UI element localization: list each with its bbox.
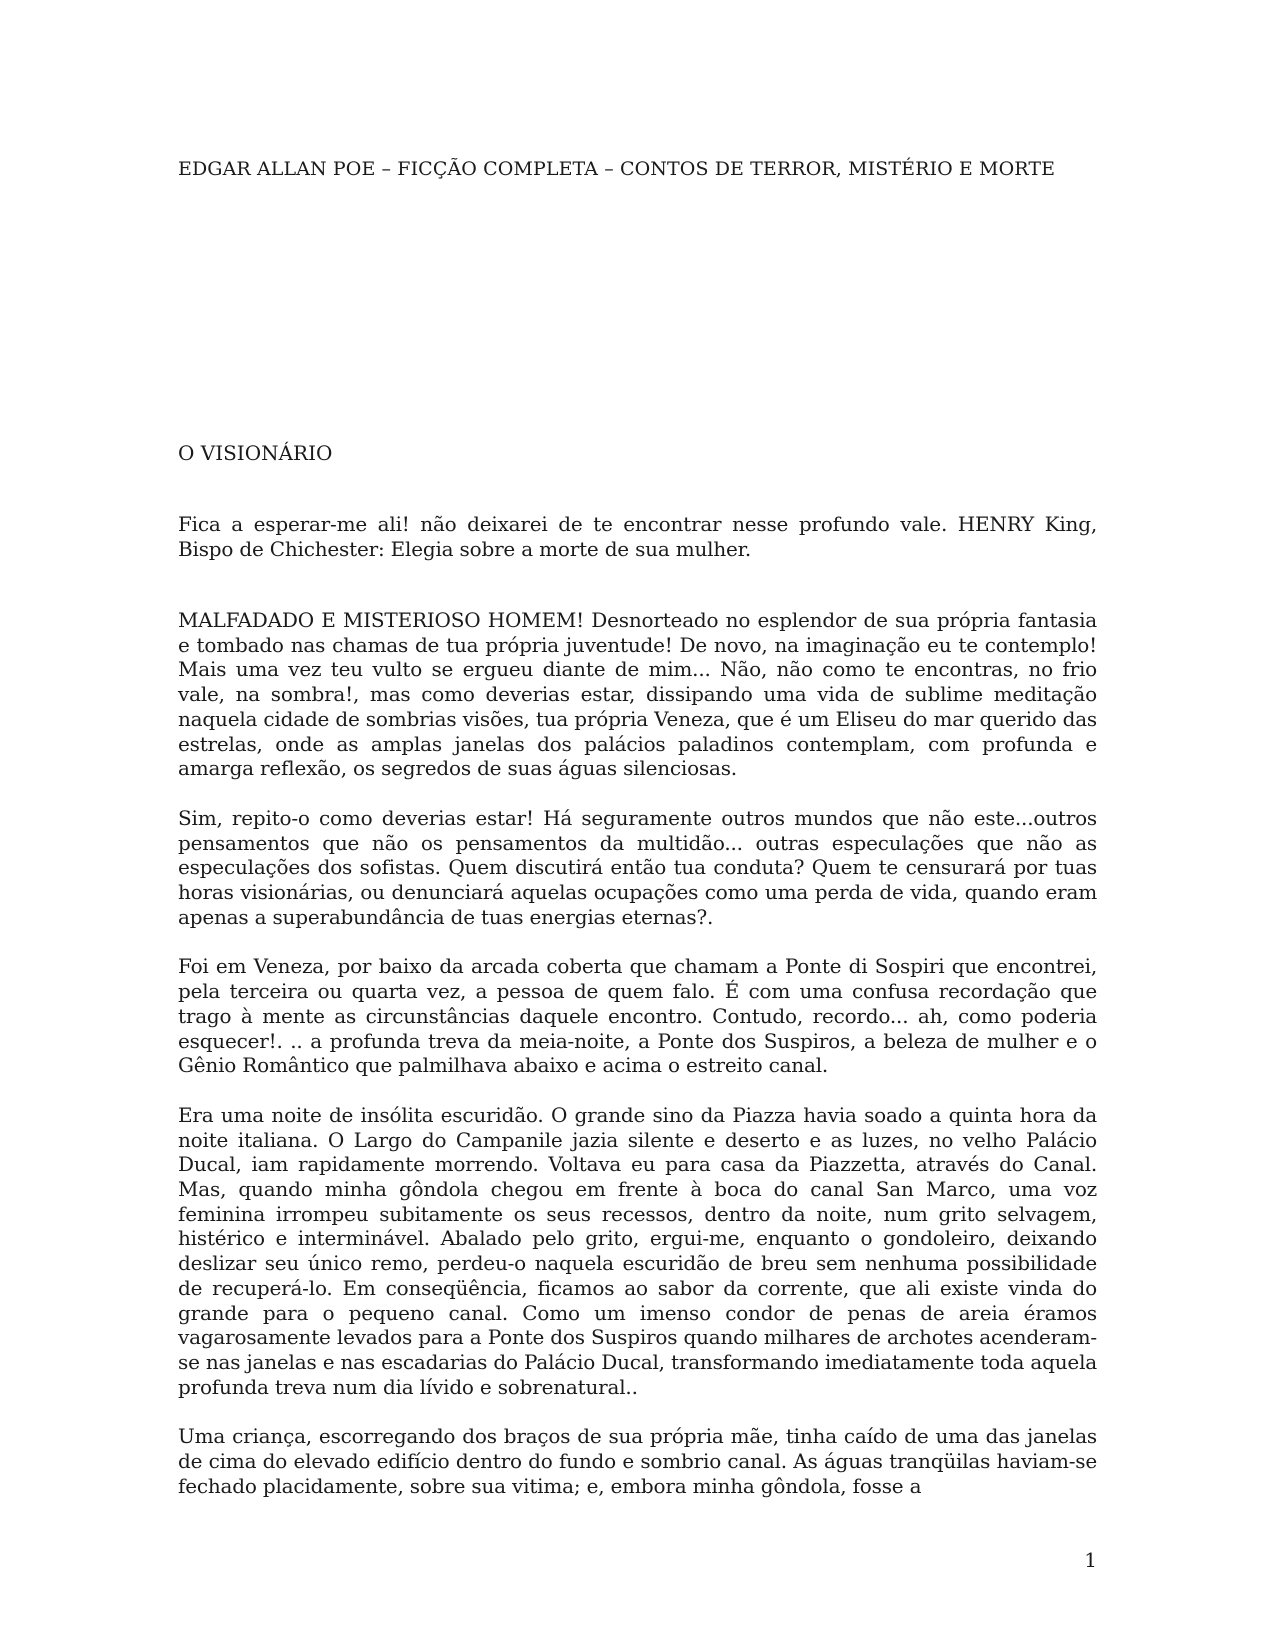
section-title: O VISIONÁRIO: [178, 441, 333, 465]
paragraph-4: Era uma noite de insólita escuridão. O grande sino da Piazza havia soado a quinta hora da noite italiana. O Largo do Campanile jazia silente e deserto e as luzes, no velho Palácio Ducal, iam rapidamente morrendo. Voltava eu para casa da Piazzetta, através do Canal. Mas, quando minha gôndola chegou em frente à boca do canal San Marco, uma voz feminina irrompeu subitamente os seus recessos, dentro da noite, num grito selvagem, histérico e interminável. Abalado pelo grito, ergui-me, enquanto o gondoleiro, deixando deslizar seu único remo, perdeu-o naquela escuridão de breu sem nenhuma possibilidade de recuperá-lo. Em conseqüência, ficamos ao sabor da corrente, que ali existe vinda do grande para o pequeno canal. Como um imenso condor de penas de areia éramos vagarosamente levados para a Ponte dos Suspiros quando milhares de archotes acenderam-se nas janelas e nas escadarias do Palácio Ducal, transformando imediatamente toda aquela profunda treva num dia lívido e sobrenatural..: [178, 1102, 1097, 1399]
epigraph: Fica a esperar-me ali! não deixarei de te encontrar nesse profundo vale. HENRY King, Bispo de Chichester: Elegia sobre a morte de sua mulher.: [178, 512, 1097, 561]
paragraph-2: Sim, repito-o como deverias estar! Há seguramente outros mundos que não este...outros pensamentos que não os pensamentos da multidão... outras especulações que não as especulações dos sofistas. Quem discutirá então tua conduta? Quem te censurará por tuas horas visionárias, ou denunciará aquelas ocupações como uma perda de vida, quando eram apenas a superabundância de tuas energias eternas?.: [178, 805, 1097, 929]
paragraph-1: MALFADADO E MISTERIOSO HOMEM! Desnorteado no esplendor de sua própria fantasia e tombado nas chamas de tua própria juventude! De novo, na imaginação eu te contemplo! Mais uma vez teu vulto se ergueu diante de mim... Não, não como te encontras, no frio vale, na sombra!, mas como deverias estar, dissipando uma vida de sublime meditação naquela cidade de sombrias visões, tua própria Veneza, que é um Eliseu do mar querido das estrelas, onde as amplas janelas dos palácios paladinos contemplam, com profunda e amarga reflexão, os segredos de suas águas silenciosas.: [178, 608, 1097, 781]
body-text: [178, 608, 1097, 1524]
running-header: EDGAR ALLAN POE – FICÇÃO COMPLETA – CONTOS DE TERROR, MISTÉRIO E MORTE: [178, 158, 1056, 180]
paragraph-3: Foi em Veneza, por baixo da arcada coberta que chamam a Ponte di Sospiri que encontrei, pela terceira ou quarta vez, a pessoa de quem falo. É com uma confusa recordação que trago à mente as circunstâncias daquele encontro. Contudo, recordo... ah, como poderia esquecer!. .. a profunda treva da meia-noite, a Ponte dos Suspiros, a beleza de mulher e o Gênio Romântico que palmilhava abaixo e acima o estreito canal.: [178, 954, 1097, 1078]
paragraph-5: Uma criança, escorregando dos braços de sua própria mãe, tinha caído de uma das janelas de cima do elevado edifício dentro do fundo e sombrio canal. As águas tranqüilas haviam-se fechado placidamente, sobre sua vitima; e, embora minha gôndola, fosse a: [178, 1424, 1097, 1498]
page-number: 1: [1084, 1548, 1097, 1572]
